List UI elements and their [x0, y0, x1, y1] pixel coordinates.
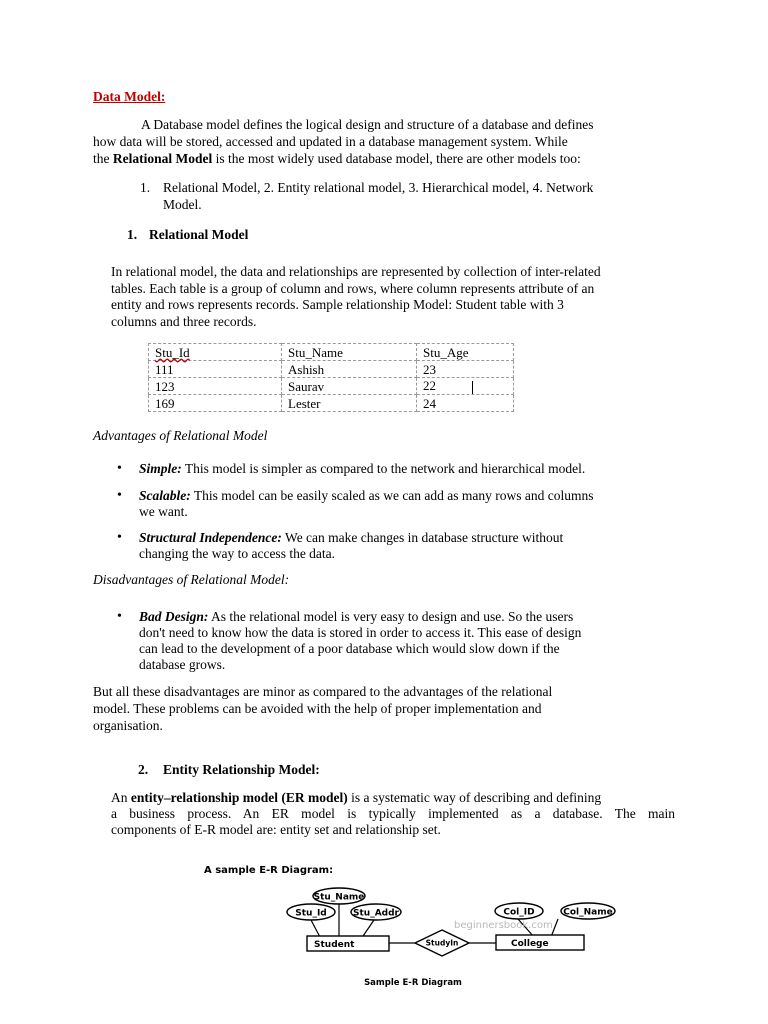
table-cell: 23	[417, 361, 514, 378]
table-cell: Saurav	[282, 378, 417, 395]
er-entity-college	[496, 935, 584, 950]
table-header-row	[149, 344, 514, 361]
table-cell: Lester	[282, 395, 417, 412]
page-heading: Data Model:	[93, 89, 166, 104]
table-cell: 22	[417, 378, 514, 395]
svg-text:College: College	[511, 939, 549, 949]
er-attribute-stu-id	[287, 904, 335, 920]
advantages-title: Advantages of Relational Model	[93, 428, 268, 443]
section2-number: 2.	[138, 762, 149, 777]
disadvantage-line-3: can lead to the development of a poor database which would slow down if the	[139, 641, 560, 656]
table-cell: 169	[149, 395, 282, 412]
section1-title: Relational Model	[149, 227, 249, 242]
advantage-scalable-line-2: we want.	[139, 504, 188, 519]
table-cell: Ashish	[282, 361, 417, 378]
section1-number: 1.	[127, 227, 138, 242]
disadvantage-line-2: don't need to know how the data is stored in order to access it. This ease of design	[139, 625, 582, 640]
section1-para-line-3: entity and rows represents records. Sample relationship Model: Student table with 3	[111, 297, 564, 312]
student-table	[148, 343, 514, 412]
table-cell: 24	[417, 395, 514, 412]
section2-title: Entity Relationship Model:	[163, 762, 320, 777]
table-header-cell: Stu_Name	[282, 344, 417, 361]
table-header-cell: Stu_Age	[417, 344, 514, 361]
table-cell: 111	[149, 361, 282, 378]
models-list-line-2: Model.	[163, 197, 202, 212]
svg-text:Stu_Id: Stu_Id	[295, 908, 327, 919]
relational-model-bold: Relational Model	[112, 151, 213, 166]
er-attribute-stu-addr	[351, 904, 401, 920]
table-cell: 123	[149, 378, 282, 395]
intro-line-3: the Relational Model is the most widely used database model, there are other models too:	[93, 151, 581, 166]
er-attribute-stu-name	[313, 888, 365, 904]
disadvantage-line-4: database grows.	[139, 657, 226, 672]
er-attribute-col-name	[561, 903, 615, 919]
er-entity-student	[307, 936, 389, 951]
table-row	[149, 395, 514, 412]
summary-line-3: organisation.	[93, 718, 163, 733]
section1-para-line-1: In relational model, the data and relationships are represented by collection of inter-related	[111, 264, 601, 279]
svg-text:Student: Student	[314, 940, 355, 950]
section2-para-line-2: a business process. An ER model is typically implemented as a database. The main	[111, 806, 675, 821]
advantage-simple: Simple: This model is simpler as compared to the network and hierarchical model.	[139, 461, 586, 476]
er-watermark: beginnersbook.com	[454, 920, 553, 931]
advantage-scalable: Scalable: This model can be easily scaled as we can add as many rows and columns	[139, 488, 594, 503]
bullet-icon: •	[117, 488, 122, 503]
bullet-icon: •	[117, 461, 122, 476]
models-list-number: 1.	[140, 180, 151, 195]
intro-line-1: A Database model defines the logical design and structure of a database and defines	[141, 117, 594, 132]
intro-line-2: how data will be stored, accessed and updated in a database management system. While	[93, 134, 568, 149]
bullet-icon: •	[117, 530, 122, 545]
section1-para-line-4: columns and three records.	[111, 314, 257, 329]
advantage-structural-independence: Structural Independence: We can make changes in database structure without	[139, 530, 564, 545]
svg-text:StudyIn: StudyIn	[425, 938, 459, 948]
svg-text:Col_Name: Col_Name	[563, 907, 613, 918]
table-header-cell: Stu_Id	[149, 344, 282, 361]
section2-para-line-3: components of E-R model are: entity set and relationship set.	[111, 822, 441, 837]
models-list-line-1: Relational Model, 2. Entity relational model, 3. Hierarchical model, 4. Network	[163, 180, 594, 195]
summary-line-1: But all these disadvantages are minor as compared to the advantages of the relational	[93, 684, 553, 699]
section1-para-line-2: tables. Each table is a group of column and rows, where column represents attribute of an	[111, 281, 595, 296]
bullet-icon: •	[117, 609, 122, 624]
er-relationship-studyin	[415, 930, 469, 956]
er-attribute-col-id	[495, 903, 543, 919]
table-row	[149, 361, 514, 378]
svg-text:Stu_Addr: Stu_Addr	[353, 908, 399, 919]
svg-text:Stu_Name: Stu_Name	[313, 892, 365, 903]
summary-line-2: model. These problems can be avoided with the help of proper implementation and	[93, 701, 542, 716]
advantage-structural-line-2: changing the way to access the data.	[139, 546, 336, 561]
er-diagram-caption: Sample E-R Diagram	[364, 978, 462, 988]
er-diagram-title: A sample E-R Diagram:	[204, 865, 334, 876]
section2-para-line-1: An entity–relationship model (ER model) is a systematic way of describing and defining	[111, 790, 602, 805]
svg-text:Col_ID: Col_ID	[503, 907, 535, 918]
disadvantages-title: Disadvantages of Relational Model:	[93, 572, 290, 587]
table-row	[149, 378, 514, 395]
disadvantage-bad-design: Bad Design: As the relational model is very easy to design and use. So the users	[139, 609, 574, 624]
er-diagram	[196, 855, 626, 1000]
